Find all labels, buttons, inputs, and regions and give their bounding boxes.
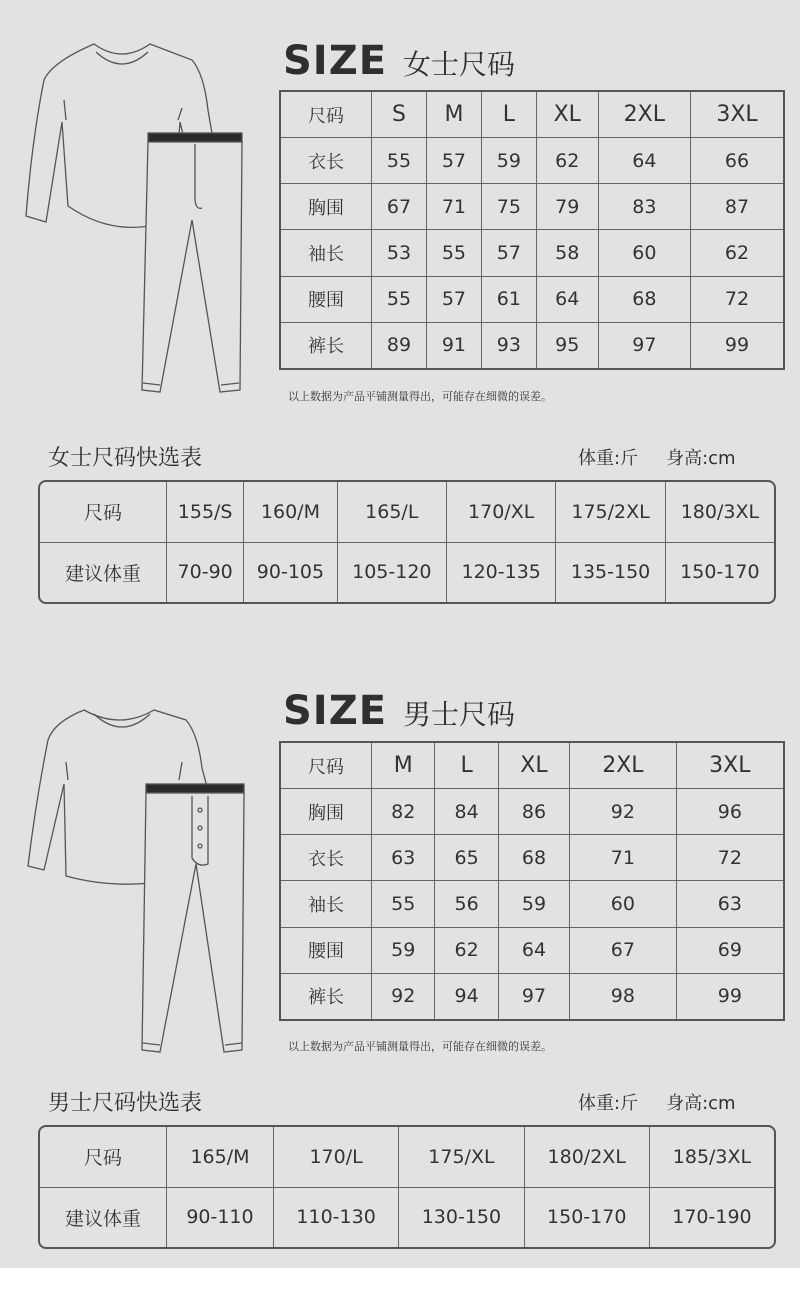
women-quick-title: 女士尺码快选表 [48, 446, 203, 471]
measurement-cell: 64 [598, 138, 690, 184]
measurement-cell: 63 [676, 881, 784, 927]
quick-value-cell: 180/3XL [665, 482, 774, 542]
row-label-cell: 裤长 [280, 322, 372, 369]
women-size-table [279, 90, 785, 370]
women-size-heading [283, 38, 515, 84]
measurement-cell: 57 [481, 230, 536, 276]
measurement-cell: 97 [498, 973, 569, 1020]
measurement-cell: 68 [598, 276, 690, 322]
table-row [280, 789, 784, 835]
measurement-cell: 79 [536, 184, 598, 230]
measurement-cell: 93 [481, 322, 536, 369]
quick-value-cell: 170-190 [649, 1187, 774, 1247]
measurement-cell: 89 [372, 322, 427, 369]
quick-value-cell: 135-150 [556, 542, 665, 602]
quick-value-cell: 175/XL [399, 1127, 524, 1187]
row-label-cell: 胸围 [280, 789, 372, 835]
measurement-cell: 99 [691, 322, 784, 369]
size-header-cell: XL [498, 742, 569, 789]
measurement-cell: 94 [435, 973, 498, 1020]
quick-value-cell: 150-170 [665, 542, 774, 602]
row-label-cell: 裤长 [280, 973, 372, 1020]
quick-weight-row [40, 542, 774, 602]
size-header-cell: L [435, 742, 498, 789]
measurement-cell: 91 [426, 322, 481, 369]
quick-value-cell: 170/L [273, 1127, 398, 1187]
men-size-title: 男士尺码 [403, 698, 516, 731]
height-unit: 身高:cm [666, 1093, 736, 1114]
table-row [280, 927, 784, 973]
measurement-cell: 72 [676, 835, 784, 881]
table-header-row [280, 742, 784, 789]
quick-value-cell: 110-130 [273, 1187, 398, 1247]
quick-value-cell: 90-110 [167, 1187, 274, 1247]
measurement-cell: 62 [435, 927, 498, 973]
women-size-title: 女士尺码 [403, 48, 516, 81]
measurement-cell: 92 [570, 789, 677, 835]
size-header-cell: 2XL [598, 91, 690, 138]
measurement-cell: 59 [481, 138, 536, 184]
quick-value-cell: 185/3XL [649, 1127, 774, 1187]
men-size-heading [283, 688, 515, 734]
quick-header-row [40, 482, 774, 542]
size-header-cell: 3XL [676, 742, 784, 789]
women-clothing-illustration [22, 40, 254, 405]
measurement-cell: 53 [372, 230, 427, 276]
quick-weight-row [40, 1187, 774, 1247]
table-row [280, 322, 784, 369]
quick-value-cell: 180/2XL [524, 1127, 649, 1187]
measurement-cell: 65 [435, 835, 498, 881]
quick-value-cell: 105-120 [337, 542, 446, 602]
size-label: SIZE [283, 688, 388, 734]
measurement-cell: 60 [598, 230, 690, 276]
size-header-cell: L [481, 91, 536, 138]
size-header-cell: S [372, 91, 427, 138]
weight-unit: 体重:斤 [578, 1093, 639, 1114]
measurement-cell: 63 [372, 835, 435, 881]
measurement-cell: 56 [435, 881, 498, 927]
table-row [280, 138, 784, 184]
measurement-cell: 95 [536, 322, 598, 369]
table-row [280, 184, 784, 230]
measurement-cell: 59 [498, 881, 569, 927]
measurement-cell: 64 [536, 276, 598, 322]
header-label-cell: 尺码 [280, 91, 372, 138]
quick-value-cell: 165/M [167, 1127, 274, 1187]
women-measurement-note: 以上数据为产品平铺测量得出，可能存在细微的误差。 [288, 390, 552, 403]
row-label-cell: 胸围 [280, 184, 372, 230]
measurement-cell: 61 [481, 276, 536, 322]
size-label: SIZE [283, 38, 388, 84]
women-quick-table [38, 480, 776, 604]
quick-header-row [40, 1127, 774, 1187]
men-size-table [279, 741, 785, 1021]
quick-value-cell: 175/2XL [556, 482, 665, 542]
measurement-cell: 55 [372, 276, 427, 322]
measurement-cell: 59 [372, 927, 435, 973]
table-row [280, 881, 784, 927]
table-row [280, 973, 784, 1020]
row-label-cell: 衣长 [280, 138, 372, 184]
row-label-cell: 腰围 [280, 927, 372, 973]
men-quick-title: 男士尺码快选表 [48, 1091, 203, 1116]
measurement-cell: 55 [372, 881, 435, 927]
quick-value-cell: 150-170 [524, 1187, 649, 1247]
measurement-cell: 69 [676, 927, 784, 973]
weight-unit: 体重:斤 [578, 448, 639, 469]
quick-value-cell: 165/L [337, 482, 446, 542]
measurement-cell: 57 [426, 138, 481, 184]
measurement-cell: 64 [498, 927, 569, 973]
measurement-cell: 55 [372, 138, 427, 184]
measurement-cell: 68 [498, 835, 569, 881]
height-unit: 身高:cm [666, 448, 736, 469]
measurement-cell: 86 [498, 789, 569, 835]
quick-value-cell: 90-105 [244, 542, 337, 602]
row-label-cell: 袖长 [280, 230, 372, 276]
quick-label-cell: 建议体重 [40, 542, 167, 602]
table-row [280, 230, 784, 276]
measurement-cell: 67 [570, 927, 677, 973]
measurement-cell: 97 [598, 322, 690, 369]
size-header-cell: M [426, 91, 481, 138]
row-label-cell: 袖长 [280, 881, 372, 927]
size-header-cell: M [372, 742, 435, 789]
table-header-row [280, 91, 784, 138]
measurement-cell: 72 [691, 276, 784, 322]
quick-value-cell: 155/S [167, 482, 244, 542]
size-header-cell: 3XL [691, 91, 784, 138]
quick-label-cell: 尺码 [83, 1147, 122, 1170]
quick-value-cell: 70-90 [167, 542, 244, 602]
size-header-cell: XL [536, 91, 598, 138]
size-header-cell: 2XL [570, 742, 677, 789]
quick-value-cell: 130-150 [399, 1187, 524, 1247]
quick-label-cell: 尺码 [83, 502, 122, 525]
table-row [280, 276, 784, 322]
measurement-cell: 75 [481, 184, 536, 230]
measurement-cell: 82 [372, 789, 435, 835]
measurement-cell: 84 [435, 789, 498, 835]
measurement-cell: 62 [536, 138, 598, 184]
row-label-cell: 衣长 [280, 835, 372, 881]
measurement-cell: 71 [570, 835, 677, 881]
quick-value-cell: 160/M [244, 482, 337, 542]
row-label-cell: 腰围 [280, 276, 372, 322]
measurement-cell: 60 [570, 881, 677, 927]
measurement-cell: 71 [426, 184, 481, 230]
men-clothing-illustration [22, 700, 254, 1055]
measurement-cell: 87 [691, 184, 784, 230]
measurement-cell: 67 [372, 184, 427, 230]
quick-value-cell: 120-135 [447, 542, 556, 602]
header-label-cell: 尺码 [280, 742, 372, 789]
measurement-cell: 83 [598, 184, 690, 230]
measurement-cell: 62 [691, 230, 784, 276]
women-units [550, 444, 736, 470]
measurement-cell: 96 [676, 789, 784, 835]
measurement-cell: 55 [426, 230, 481, 276]
men-measurement-note: 以上数据为产品平铺测量得出，可能存在细微的误差。 [288, 1040, 552, 1053]
men-units [550, 1089, 736, 1115]
quick-label-cell: 建议体重 [40, 1187, 167, 1247]
measurement-cell: 57 [426, 276, 481, 322]
men-quick-table [38, 1125, 776, 1249]
measurement-cell: 99 [676, 973, 784, 1020]
measurement-cell: 66 [691, 138, 784, 184]
measurement-cell: 98 [570, 973, 677, 1020]
measurement-cell: 58 [536, 230, 598, 276]
table-row [280, 835, 784, 881]
quick-value-cell: 170/XL [447, 482, 556, 542]
measurement-cell: 92 [372, 973, 435, 1020]
